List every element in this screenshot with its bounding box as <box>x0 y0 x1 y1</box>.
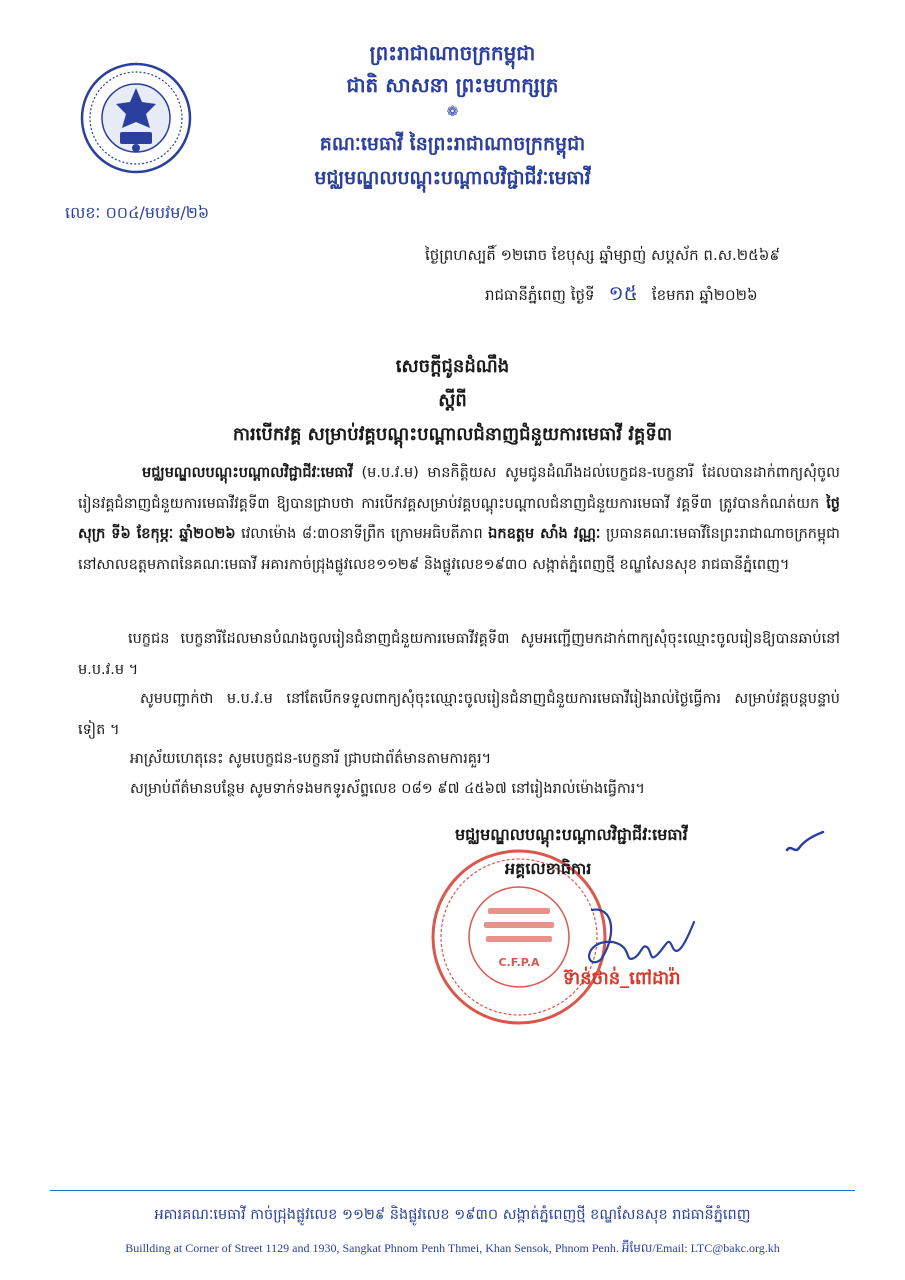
handwritten-signature-icon <box>572 902 702 972</box>
national-motto: ជាតិ សាសនា ព្រះមហាក្សត្រ <box>346 73 559 97</box>
notice-subject: ការបើកវគ្គ សម្រាប់វគ្គបណ្តុះបណ្តាលជំនាញជំនួយការមេធាវី វគ្គទី៣ <box>232 424 673 445</box>
solar-date-suffix: ខែមករា ឆ្នាំ២០២៦ <box>651 286 758 304</box>
body-paragraph-4: អាស្រ័យហេតុនេះ សូមបេក្ខជន-បេក្ខនារី ជ្រាបជាព័ត៌មានតាមការគួរ។ <box>130 751 492 767</box>
body-paragraph-3: សូមបញ្ជាក់ថា ម.ប.វ.ម នៅតែបើកទទួលពាក្យសុំចុះឈ្មោះចូលរៀនជំនាញជំនួយការមេធាវីរៀងរាល់ថ្ងៃធ្វើការ សម្រាប់វគ្គបន្តបន្ទាប់ទៀត ។ <box>78 691 840 738</box>
p1-text-b: វេលាម៉ោង ៨:៣០នាទីព្រឹក ក្រោមអធិបតីភាព <box>235 526 489 542</box>
signatory-title: អគ្គលេខាធិការ <box>505 859 592 878</box>
solar-date <box>485 280 758 310</box>
solar-date-day: ១៥ <box>608 281 638 305</box>
body-paragraph-1 <box>78 458 840 580</box>
center-name-bold: មជ្ឈមណ្ឌលបណ្តុះបណ្តាលវិជ្ជាជីវៈមេធាវី <box>142 465 353 481</box>
p1-text-a: (ម.ប.វ.ម) មានកិត្តិយស សូមជូនដំណឹងដល់បេក្ខជន-បេក្ខនារី ដែលបានដាក់ពាក្យសុំចូលរៀនវគ្គជំនាញជំនួយការមេធាវីវគ្គទី៣ ឱ្យបានជ្រាបថា ការបើកវគ្គសម្រាប់វគ្គបណ្តុះបណ្តាលជំនាញជំនួយការមេធាវី វគ្គទី៣ ត្រូវបានកំណត់យក <box>78 465 840 512</box>
bar-association-seal-icon <box>80 62 192 174</box>
ornament-divider-icon: ❁ <box>446 104 459 120</box>
body-paragraph-5: សម្រាប់ព័ត៌មានបន្ថែម សូមទាក់ទងមកទូរស័ព្ទលេខ ០៨១ ៩៧ ៤៥៦៧ នៅរៀងរាល់ម៉ោងធ្វើការ។ <box>130 781 645 797</box>
reference-number: លេខៈ ០០៤/មបវម/២៦ <box>65 203 210 222</box>
notice-subject-label: ស្តីពី <box>438 390 467 411</box>
stamp-center-text: C.F.P.A <box>498 956 540 969</box>
footer-address-english: Buillding at Corner of Street 1129 and 1930, Sangkat Phnom Penh Thmei, Khan Sensok, Phnom Penh. អ៊ីមែល/Email: LTC@bakc.org.kh <box>125 1241 780 1255</box>
notice-title: សេចក្តីជូនដំណឹង <box>395 356 510 377</box>
initial-mark-icon <box>783 828 825 858</box>
body-paragraph-2: បេក្ខជន បេក្ខនារីដែលមានបំណងចូលរៀនជំនាញជំនួយការមេធាវីវគ្គទី៣ សូមអញ្ជើញមកដាក់ពាក្យសុំចុះឈ្មោះចូលរៀនឱ្យបានឆាប់នៅ ម.ប.វ.ម ។ <box>78 631 840 678</box>
training-center-name: មជ្ឈមណ្ឌលបណ្តុះបណ្តាលវិជ្ជាជីវៈមេធាវី <box>314 167 591 189</box>
bar-association-name: គណៈមេធាវី នៃព្រះរាជាណាចក្រកម្ពុជា <box>319 133 586 155</box>
course-date-bold: ថ្ងៃសុក្រ ទី៦ ខែកុម្ភៈ ឆ្នាំ២០២៦ <box>78 495 840 542</box>
lunar-date: ថ្ងៃព្រហស្បតិ៍ ១២រោច ខែបុស្ស ឆ្នាំម្សាញ់ សប្តស័ក ព.ស.២៥៦៩ <box>425 246 780 264</box>
solar-date-prefix: រាជធានីភ្នំពេញ ថ្ងៃទី <box>485 286 595 304</box>
signatory-organization: មជ្ឈមណ្ឌលបណ្តុះបណ្តាលវិជ្ជាជីវៈមេធាវី <box>455 825 688 844</box>
signatory-name: ទ៊ាន់ថាន់_ពៅដារ៉ា <box>563 968 681 989</box>
kingdom-heading: ព្រះរាជាណាចក្រកម្ពុជា <box>369 41 536 65</box>
p1-text-c: ប្រធានគណៈមេធាវីនៃព្រះរាជាណាចក្រកម្ពុជា នៅសាលឧត្តមភាពនៃគណៈមេធាវី អគារកាច់ជ្រុងផ្លូវលេខ១១២៩ និងផ្លូវលេខ១៩៣០ សង្កាត់ភ្នំពេញថ្មី ខណ្ឌសែនសុខ រាជធានីភ្នំពេញ។ <box>78 526 840 573</box>
footer-address-khmer: អគារគណៈមេធាវី កាច់ជ្រុងផ្លូវលេខ ១១២៩ និងផ្លូវលេខ ១៩៣០ សង្កាត់ភ្នំពេញថ្មី ខណ្ឌសែនសុខ រាជធានីភ្នំពេញ <box>154 1207 751 1223</box>
chairperson-name-bold: ឯកឧត្តម សាំង វណ្ណៈ <box>488 526 601 542</box>
footer-divider <box>50 1190 855 1191</box>
